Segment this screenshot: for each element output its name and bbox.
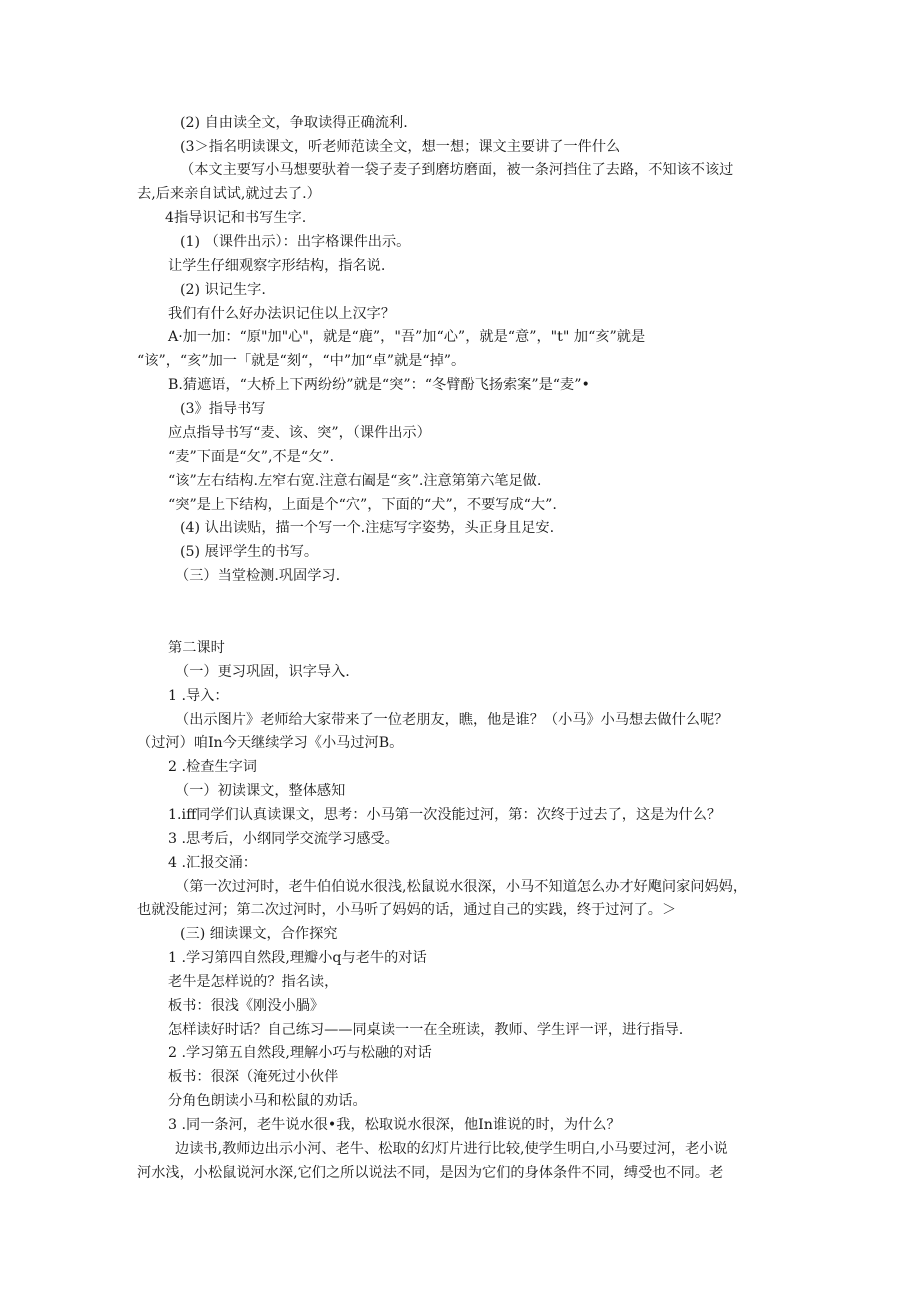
text-line: （第一次过河时，老牛伯伯说水很浅,松鼠说水很深，小马不知道怎么办才好飑问家问妈妈， — [175, 879, 748, 895]
text-line: 3 .同一条河，老牛说水很•我，松取说水很深，他In谁说的时，为什么？ — [168, 1117, 621, 1133]
text-line: 也就没能过河；第二次过河时，小马听了妈妈的话，通过自己的实践，终于过河了。＞ — [137, 902, 677, 918]
text-line: 我们有什么好办法识记住以上汉字？ — [168, 306, 396, 322]
text-line: （三）当堂检测.巩固学习. — [175, 568, 341, 584]
text-line: 4 .汇报交涌： — [168, 855, 257, 871]
text-line: 边读书,教师边出示小河、老牛、松取的幻灯片进行比较,使学生明白,小马要过河，老小说 — [175, 1141, 728, 1157]
text-line: 4指导识记和书写生字. — [165, 210, 307, 226]
text-line: （本文主要写小马想要驮着一袋子麦子到磨坊磨面，被一条河挡住了去路，不知该不该过 — [180, 162, 734, 178]
text-line: 2 .检查生字词 — [168, 759, 257, 775]
text-line: （过河）咱In今天继续学习《小马过河B。 — [137, 735, 404, 751]
text-line: A·加一加：“原"加"心"，就是“鹿”，"吾”加“心”，就是“意”，"t" 加“亥”就是 — [168, 329, 646, 345]
text-line: (1) （课件出示）：出字格课件出示。 — [180, 234, 411, 250]
text-line: 板书：很浅《刚没小腡》 — [168, 998, 325, 1014]
lesson-heading: 第二课时 — [168, 640, 225, 656]
text-line: 分角色朗读小马和松鼠的劝话。 — [168, 1093, 367, 1109]
text-line: (3＞指名明读课文，听老师范读全文，想一想；课文主要讲了一件什么 — [180, 139, 621, 155]
text-line: (2) 识记生字. — [180, 282, 266, 298]
text-line: 2 .学习第五自然段,理解小巧与松融的对话 — [168, 1045, 432, 1061]
text-line: （一）初读课文，整体感知 — [175, 783, 346, 799]
text-line: 1.iff同学们认真读课文，思考：小马第一次没能过河，第：次终于过去了，这是为什么？ — [168, 807, 722, 823]
text-line: (三) 细读课文，合作探究 — [180, 926, 338, 942]
text-line: 让学生仔细观察字形结构，指名说. — [168, 258, 386, 274]
text-line: 老牛是怎样说的？指名读， — [168, 974, 339, 990]
text-line: （出示图片》老师给大家带来了一位老朋友，瞧，他是谁？（小马》小马想去做什么呢？ — [175, 712, 729, 728]
text-line: 1 .导入： — [168, 688, 229, 704]
text-line: “麦”下面是“攵”,不是“攵”. — [168, 449, 335, 465]
text-line: 河水浅，小松鼠说河水深,它们之所以说法不同，是因为它们的身体条件不同，缚受也不同。老 — [137, 1165, 724, 1181]
text-line: （一）更习巩固，识字导入. — [175, 664, 350, 680]
text-line: 1 .学习第四自然段,理瓣小q与老牛的对话 — [168, 950, 427, 966]
text-line: (2) 自由读全文，争取读得正确流利. — [180, 115, 408, 131]
text-line: “该”，“亥”加一「就是“刻“，“中”加“卓”就是“掉”。 — [137, 353, 466, 369]
text-line: (4) 认出读贴，描一个写一个.注痣写字姿势，头正身且足安. — [180, 520, 555, 536]
text-line: B.猜遮语，“大桥上下两纷纷”就是“突”：“冬臂酚飞扬索案”是“麦”• — [168, 377, 590, 393]
text-line: “该”左右结构.左窄右宽.注意右阖是“亥”.注意第第六笔足做. — [168, 473, 542, 489]
text-line: 去,后来亲自试试,就过去了.） — [137, 186, 321, 202]
text-line: (5) 展评学生的书写。 — [180, 544, 319, 560]
text-line: “突”是上下结构，上面是个“穴”，下面的“犬”，不要写成“大”. — [168, 497, 557, 513]
text-line: 板书：很深（淹死过小伙伴 — [168, 1069, 339, 1085]
text-line: 3 .思考后，小纲同学交流学习感受。 — [168, 831, 399, 847]
text-line: (3》指导书写 — [180, 401, 266, 417]
text-line: 怎样读好时话？自己练习——同桌读一一在全班读，教师、学生评一评，进行指导. — [168, 1022, 684, 1038]
text-line: 应点指导书写“麦、该、突”，（课件出示） — [168, 425, 431, 441]
